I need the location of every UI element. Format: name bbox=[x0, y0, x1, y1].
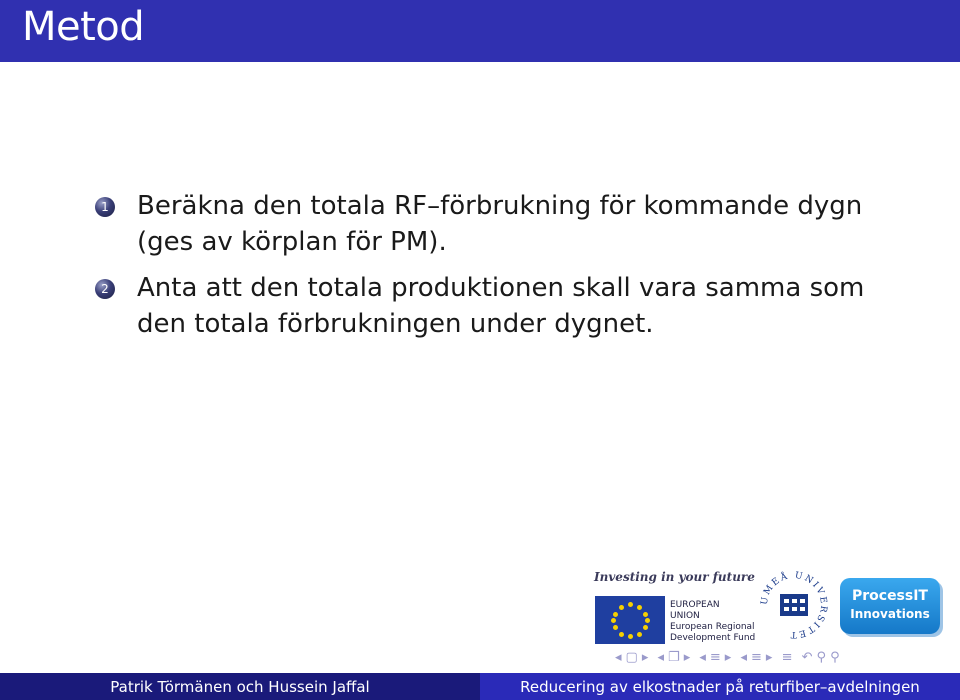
nav-search-icon[interactable]: ⚲ bbox=[816, 650, 828, 665]
item-number-bullet: 2 bbox=[95, 279, 115, 299]
sponsor-logos bbox=[590, 560, 960, 650]
enumerated-list bbox=[95, 188, 895, 352]
nav-subsection-icon[interactable]: ≡ bbox=[709, 650, 722, 665]
footer-authors: Patrik Törmänen och Hussein Jaffal bbox=[110, 678, 370, 696]
beamer-navigation bbox=[615, 650, 960, 668]
footer-title-panel bbox=[480, 673, 960, 700]
nav-next-frame-icon[interactable]: ▸ bbox=[683, 650, 692, 665]
nav-prev-section-icon[interactable]: ◂ bbox=[740, 650, 748, 665]
nav-toc-icon[interactable]: ≡ bbox=[781, 650, 794, 665]
nav-back-icon[interactable]: ↶ bbox=[801, 650, 814, 665]
star-icon bbox=[611, 618, 616, 623]
partner-name: ProcessIT bbox=[851, 588, 928, 604]
nav-next-slide-icon[interactable]: ▸ bbox=[641, 650, 650, 665]
star-icon bbox=[637, 605, 642, 610]
nav-next-section-icon[interactable]: ▸ bbox=[765, 650, 774, 665]
nav-slide-icon[interactable]: ▢ bbox=[625, 650, 639, 665]
star-icon bbox=[613, 612, 618, 617]
nav-search-alt-icon[interactable]: ⚲ bbox=[830, 650, 841, 665]
eu-label-line: Development Fund bbox=[670, 633, 756, 643]
university-seal-icon bbox=[755, 566, 833, 644]
star-icon bbox=[628, 634, 633, 639]
eu-label-line: UNION bbox=[670, 611, 700, 621]
footer bbox=[0, 673, 960, 700]
list-item bbox=[95, 270, 895, 342]
nav-frame-icon[interactable]: ❐ bbox=[668, 650, 681, 665]
eu-tagline: Investing in your future bbox=[594, 570, 755, 584]
eu-label-line: EUROPEAN bbox=[670, 600, 720, 610]
star-icon bbox=[613, 625, 618, 630]
partner-subname: Innovations bbox=[850, 607, 930, 621]
star-icon bbox=[643, 625, 648, 630]
slide-title: Metod bbox=[22, 4, 145, 50]
footer-author-panel bbox=[0, 673, 480, 700]
eu-flag-icon bbox=[595, 596, 665, 644]
nav-section-icon[interactable]: ≡ bbox=[751, 650, 763, 665]
footer-talk-title: Reducering av elkostnader på returfiber–avdelningen bbox=[520, 678, 920, 696]
star-icon bbox=[637, 632, 642, 637]
star-icon bbox=[628, 602, 633, 607]
list-item-text: Anta att den totala produktionen skall vara samma som den totala förbrukningen under dygnet. bbox=[137, 273, 865, 339]
nav-prev-subsection-icon[interactable]: ◂ bbox=[699, 650, 707, 665]
partner-logo bbox=[840, 578, 940, 634]
nav-prev-slide-icon[interactable]: ◂ bbox=[615, 650, 623, 665]
item-number-bullet: 1 bbox=[95, 197, 115, 217]
star-icon bbox=[619, 632, 624, 637]
nav-next-subsection-icon[interactable]: ▸ bbox=[724, 650, 733, 665]
star-icon bbox=[643, 612, 648, 617]
list-item bbox=[95, 188, 895, 260]
title-bar bbox=[0, 0, 960, 62]
eu-label-line: European Regional bbox=[670, 622, 755, 632]
seal-text: UMEÅ UNIVERSITET bbox=[759, 570, 829, 640]
star-icon bbox=[619, 605, 624, 610]
nav-prev-frame-icon[interactable]: ◂ bbox=[657, 650, 666, 665]
list-item-text: Beräkna den totala RF–förbrukning för kommande dygn (ges av körplan för PM). bbox=[137, 191, 863, 257]
star-icon bbox=[645, 618, 650, 623]
